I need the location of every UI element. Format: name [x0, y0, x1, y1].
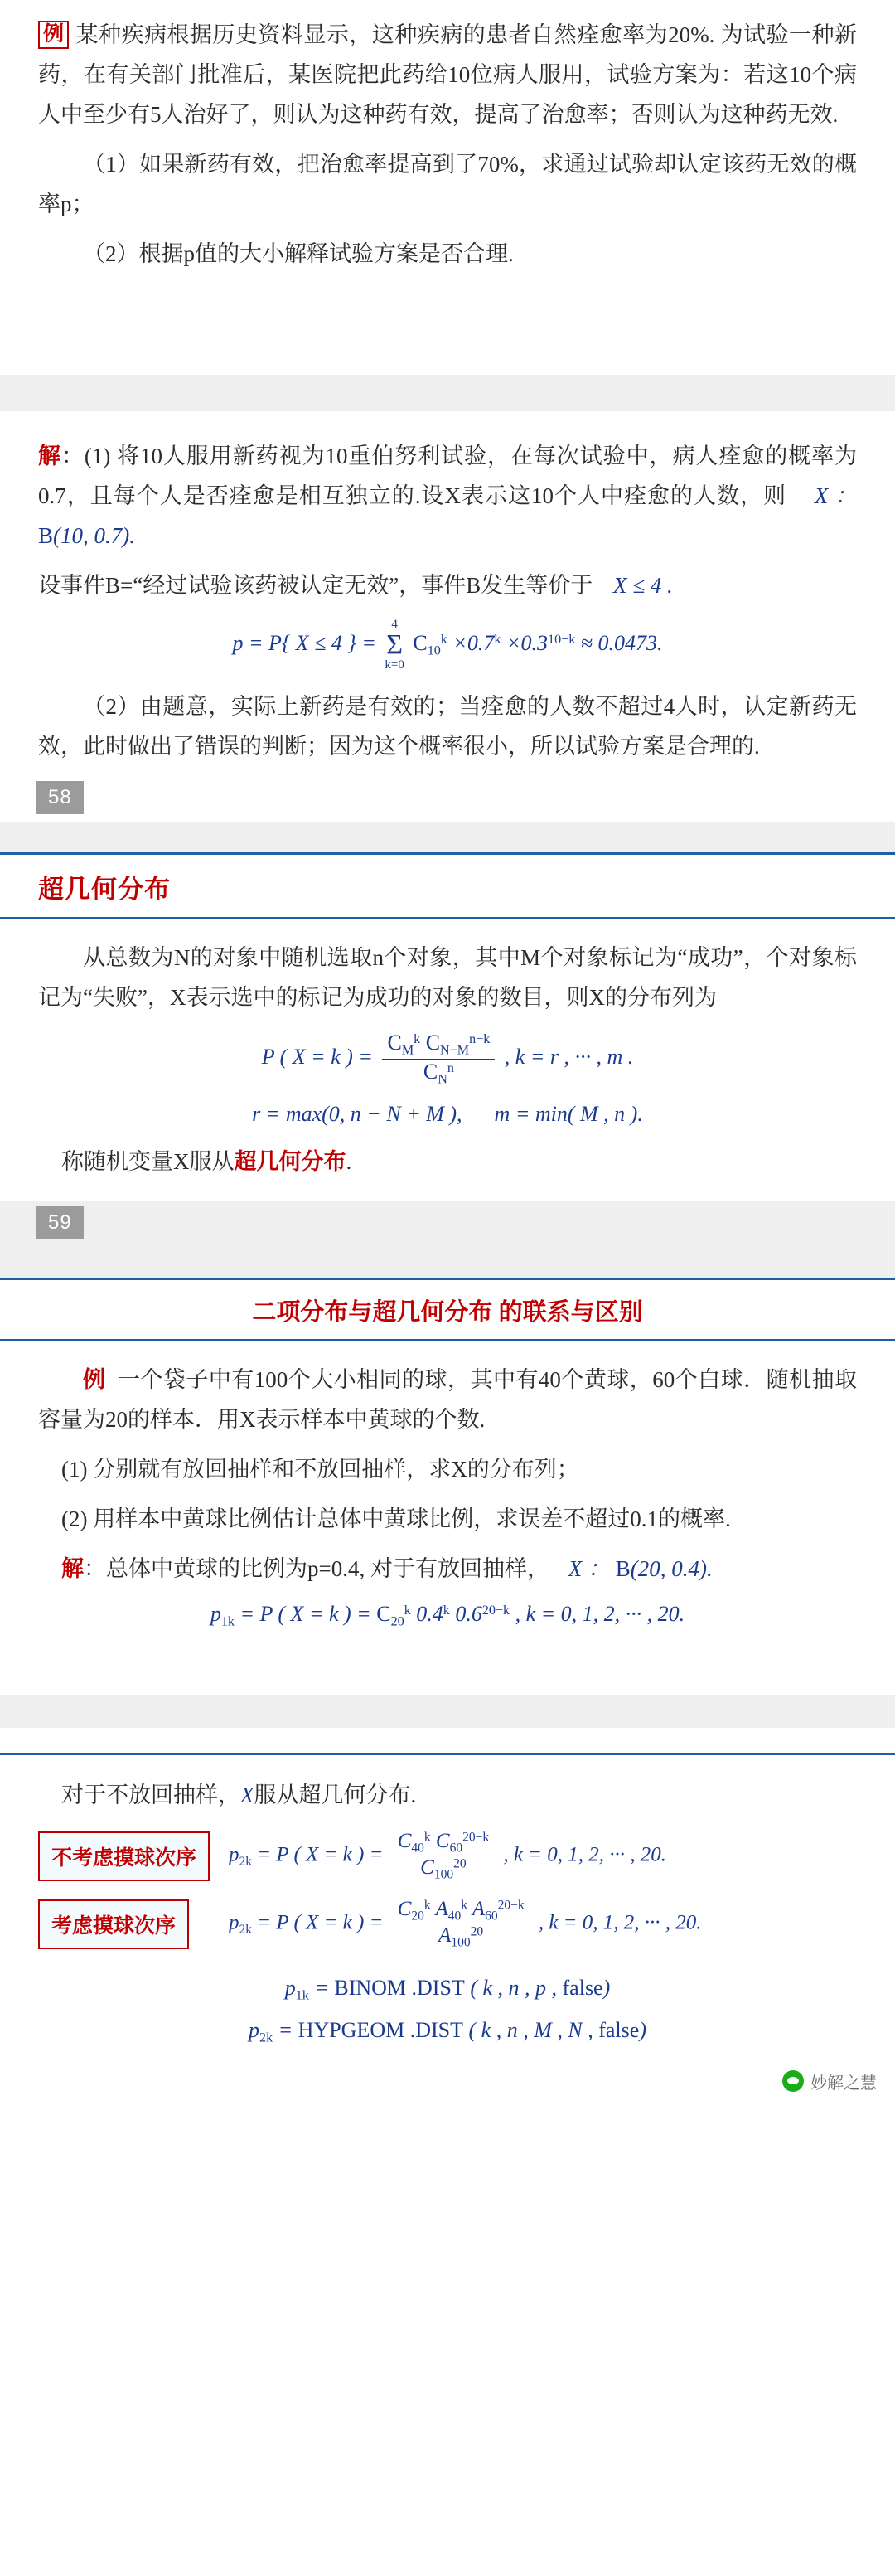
- comparison-example: [38, 1360, 857, 1439]
- comparison-solution: [38, 1549, 857, 1589]
- comparison-example-text: 一个袋子中有100个大小相同的球，其中有40个黄球，60个白球．随机抽取容量为20的样本．用X表示样本中黄球的个数.: [38, 1367, 858, 1433]
- white-space-1: [0, 284, 895, 375]
- solution-line-2: [38, 565, 857, 605]
- solution-text-2: 设事件B=“经过试验该药被认定无效”，事件B发生等价于: [38, 573, 593, 598]
- top-rule: [0, 1753, 895, 1755]
- hypergeometric-para-1: 从总数为N的对象中随机选取n个对象，其中M个对象标记为“成功”，个对象标记为“失败”，X表示选中的标记为成功的对象的数目，则X的分布列为: [38, 945, 857, 1010]
- page-number-2: 59: [36, 1206, 84, 1239]
- comparison-formula: $p_{1k} = P$ ( X = k ) = $C_{20}^k$ 0.4$^k$ $0.6^{20-k}$ , k = 0, 1, 2, ··· , 20.: [210, 1602, 685, 1629]
- wechat-icon: [782, 2070, 804, 2092]
- divider-grey-2: [0, 822, 895, 852]
- hypergeometric-formula-2: r = max(0, n − N + M ), m = min( M , n ).: [252, 1102, 643, 1127]
- hypergeometric-para-2: [38, 1142, 857, 1181]
- heading-text: 超几何分布: [38, 875, 171, 904]
- divider-grey-1: [0, 375, 895, 411]
- account-name: 妙解之慧: [810, 2074, 877, 2093]
- account-badge[interactable]: [782, 2069, 877, 2093]
- solution-line-1: [38, 436, 857, 555]
- solution-section: [0, 411, 895, 822]
- fraction-3: $\frac{C_{20}^k A_{40}^k A_{60}^{20-k}}{A_{100}^{20}}$: [393, 1898, 530, 1951]
- equation-binom-dist: $p_{1k}$ = BINOM .DIST ( k , n , p , false): [284, 1975, 611, 2003]
- example-label: 例: [38, 21, 69, 49]
- tag-no-order: 不考虑摸球次序: [38, 1831, 210, 1881]
- problem-statement: [38, 15, 857, 134]
- tag-with-order-cell: [38, 1899, 229, 1949]
- comparison-body: [0, 1341, 895, 1695]
- equation-no-order: $p_{2k} = P$ ( X = k ) = $\frac{C_{40}^k C_{60}^{20-k}}{C_{100}^{20}}$ , k = 0, 1, 2, ··· , 20.: [229, 1829, 667, 1882]
- footer-bar: [0, 2061, 895, 2111]
- formula-row-1: [38, 1830, 857, 1883]
- fraction-1: $\frac{C_M^k C_{N-M}^{n-k}}{C_N^n}$: [382, 1031, 495, 1087]
- problem-question-2: （2）根据p值的大小解释试验方案是否合理.: [83, 241, 514, 266]
- comparison-solution-math: X ： B(20, 0.4).: [568, 1556, 713, 1582]
- comparison-solution-text: ：总体中黄球的比例为p=0.4, 对于有放回抽样，: [84, 1556, 549, 1582]
- comparison-solution-label: 解: [61, 1556, 84, 1582]
- hyper-para2-pre: 称随机变量X服从: [61, 1149, 235, 1175]
- comparison-q2: (2) 用样本中黄球比例估计总体中黄球比例，求误差不超过0.1的概率.: [61, 1506, 731, 1532]
- solution-math-1: X ： B(10, 0.7).: [38, 483, 857, 548]
- section-heading-hypergeometric: [0, 852, 895, 919]
- divider-grey-4: [0, 1695, 895, 1728]
- page-number-2-wrap: [0, 1201, 895, 1248]
- hypergeometric-body: [0, 919, 895, 1248]
- comparison-q1: (1) 分别就有放回抽样和不放回抽样，求X的分布列；: [61, 1457, 579, 1482]
- summation-symbol: 4 Σ k=0: [385, 618, 404, 672]
- solution-label: 解: [38, 444, 61, 468]
- divider-grey-3: [0, 1248, 895, 1278]
- hyper-para2-post: .: [346, 1149, 352, 1175]
- problem-text: 某种疾病根据历史资料显示，这种疾病的患者自然痊愈率为20%. 为试验一种新药，在有关部门批准后，某医院把此药给10位病人服用，试验方案为：若这10个病人中至少有5人治好了，则认为这种药有效，提高了治愈率；否则认为这种药无效.: [38, 22, 857, 127]
- solution-formula: p = P{ X ≤ 4 } = 4 Σ k=0 $C_{10}^k \times 0.7^k \times 0.3^{10-k} \approx 0.0473$.: [232, 618, 663, 672]
- white-space-2: [0, 1645, 895, 1695]
- problem-question-1: （1）如果新药有效，把治愈率提高到了70%，求通过试验却认定该药无效的概率p；: [38, 152, 857, 216]
- tag-with-order: 考虑摸球次序: [38, 1899, 189, 1949]
- solution-math-2: X ≤ 4 .: [612, 573, 673, 598]
- without-replacement-section: [0, 1728, 895, 2046]
- comparison-heading-black: 的联系与区别: [492, 1299, 643, 1327]
- fraction-2: $\frac{C_{40}^k C_{60}^{20-k}}{C_{100}^{20}}$: [393, 1830, 494, 1883]
- formula-row-2: [38, 1898, 857, 1951]
- solution-text-1: ：(1) 将10人服用新药视为10重伯努利试验，在每次试验中，病人痊愈的概率为0.7，且每个人是否痊愈是相互独立的.设X表示这10个人中痊愈的人数，则: [38, 444, 857, 508]
- solution-line-3: （2）由题意，实际上新药是有效的；当痊愈的人数不超过4人时，认定新药无效，此时做出了错误的判断；因为这个概率很小，所以试验方案是合理的.: [38, 694, 857, 759]
- comparison-heading-red: 二项分布与超几何分布: [252, 1299, 493, 1327]
- page-number-1: 58: [36, 781, 84, 814]
- page-number-1-wrap: [0, 776, 895, 822]
- section-heading-comparison: [0, 1278, 895, 1341]
- equation-hypgeom-dist: $p_{2k}$ = HYPGEOM .DIST ( k , n , M , N , false): [249, 2018, 646, 2045]
- problem-section: [0, 0, 895, 375]
- tag-no-order-cell: [38, 1831, 229, 1881]
- without-replacement-para: 对于不放回抽样，X服从超几何分布.: [61, 1782, 417, 1807]
- comparison-example-label: 例: [83, 1367, 106, 1393]
- hyper-para2-red: 超几何分布: [234, 1149, 346, 1175]
- equation-with-order: $p_{2k} = P$ ( X = k ) = $\frac{C_{20}^k A_{40}^k A_{60}^{20-k}}{A_{100}^{20}}$ , k = 0, 1, 2, ··· , 20.: [229, 1897, 702, 1950]
- hypergeometric-formula-1: P ( X = k ) = $\frac{C_M^k C_{N-M}^{n-k}}{C_N^n}$ , k = r , ··· , m .: [261, 1031, 634, 1087]
